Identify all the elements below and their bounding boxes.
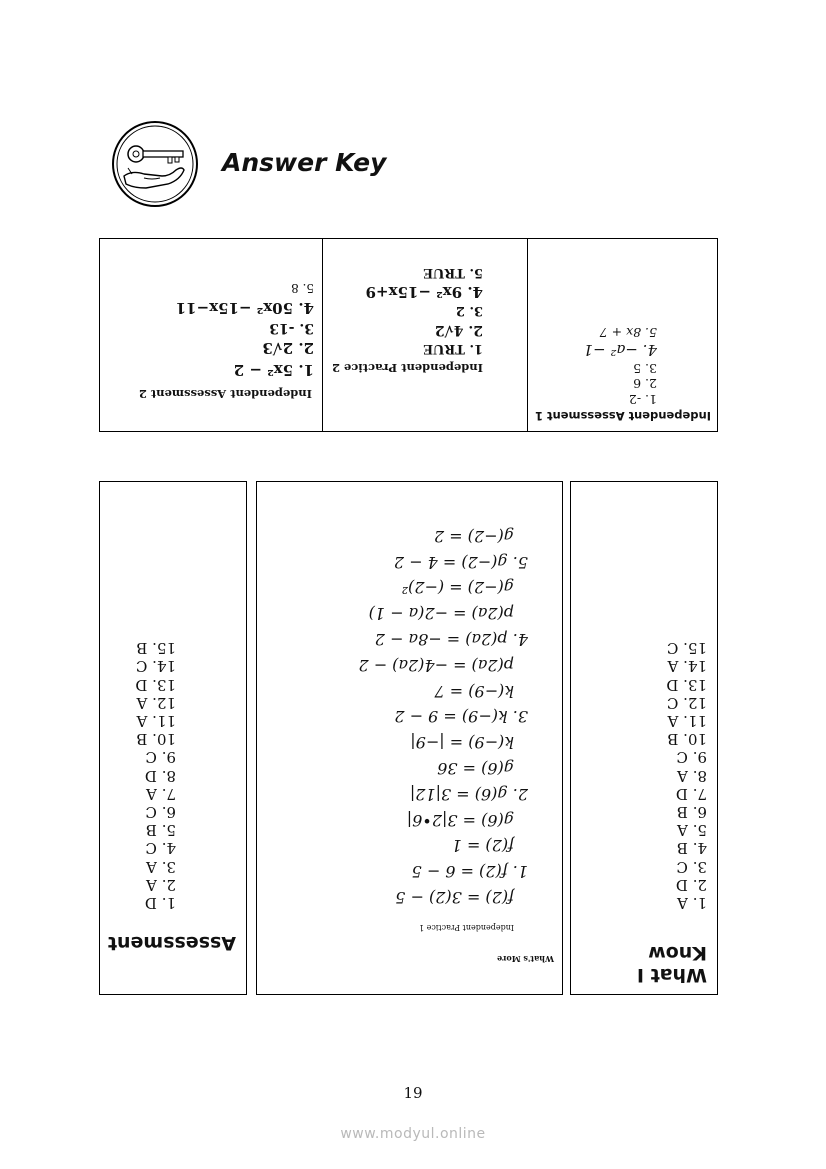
independent-assessment-2-cell	[100, 239, 322, 431]
assessment-2-heading: Independent Assessment 2	[138, 387, 312, 401]
solution-line: 3. k(−9) = 9 − 2	[394, 707, 528, 727]
solution-line: g(6) = 36	[437, 759, 514, 779]
solution-line: k(−9) = |−9|	[410, 733, 514, 753]
whats-more-content	[257, 482, 562, 994]
solution-line: 2. g(6) = 3|12|	[409, 784, 528, 804]
what-i-know-heading-line-2: Know	[648, 942, 707, 964]
assessment-content	[100, 482, 246, 994]
list-item: 5. B	[145, 821, 176, 840]
list-item: 2. A	[146, 875, 176, 894]
what-i-know-heading	[637, 942, 707, 986]
whats-more-heading: What's More	[497, 954, 554, 964]
list-item: 7. A	[146, 784, 176, 803]
page-number: 19	[403, 1084, 423, 1102]
list-item: 13. D	[666, 675, 707, 694]
list-item: 4. 50x² −15x−11	[175, 299, 314, 317]
list-item: 11. A	[667, 711, 707, 730]
assessment-list	[135, 639, 176, 912]
list-item: 3. 2	[455, 303, 483, 318]
solution-line: f(2) = 1	[451, 836, 514, 856]
list-item: 5. 8	[291, 281, 314, 295]
list-item: 10. B	[136, 730, 176, 749]
list-item: 9. C	[145, 748, 176, 767]
solution-line: g(−2) = 2	[433, 526, 514, 546]
list-item: 14. A	[667, 657, 707, 676]
assessment-1-list	[584, 325, 657, 407]
list-item: 1. TRUE	[423, 341, 483, 356]
solution-line: g(−2) = (−2)²	[401, 578, 514, 598]
list-item: 1. A	[677, 894, 707, 912]
solution-line: 5. g(−2) = 4 − 2	[393, 552, 528, 572]
key-hand-icon	[110, 118, 200, 210]
list-item: 14. C	[135, 657, 176, 676]
list-item: 6. B	[676, 802, 707, 821]
list-item: 15. B	[136, 639, 176, 658]
assessment-1-heading: Independent Assessment 1	[535, 409, 711, 423]
list-item: 5. TRUE	[423, 265, 483, 280]
solution-line: k(−9) = 7	[434, 681, 514, 701]
list-item: 3. 5	[633, 361, 657, 376]
list-item: 7. D	[675, 784, 707, 803]
whats-more-solutions	[358, 523, 528, 910]
solution-line: 4. p(2a) = −8a − 2	[374, 630, 528, 650]
list-item: 6. C	[145, 802, 176, 821]
practice-2-heading: Independent Practice 2	[331, 361, 483, 375]
list-item: 2. 2√3	[262, 339, 314, 357]
list-item: 3. A	[146, 857, 176, 876]
list-item: 12. C	[666, 693, 707, 712]
practice-2-list	[366, 264, 483, 357]
list-item: 12. A	[136, 693, 176, 712]
solution-line: f(2) = 3(2) − 5	[395, 888, 514, 907]
list-item: 11. A	[136, 711, 176, 730]
solution-line: p(2a) = −4(2a) − 2	[358, 655, 514, 675]
independent-practice-2-cell	[323, 239, 527, 431]
list-item: 2. 6	[633, 376, 657, 392]
list-item: 4. −a² −1	[583, 341, 657, 360]
list-item: 9. C	[676, 748, 707, 767]
what-i-know-heading-line-1: What I	[636, 964, 707, 986]
list-item: 13. D	[135, 675, 176, 694]
what-i-know-content	[571, 482, 717, 994]
list-item: 4. 9x² −15x+9	[365, 283, 483, 301]
list-item: 1. -2	[628, 392, 657, 407]
list-item: 2. 4√2	[434, 322, 483, 338]
list-item: 4. B	[676, 839, 707, 858]
answer-key-logo	[110, 118, 200, 210]
list-item: 4. C	[145, 839, 176, 858]
list-item: 8. D	[144, 766, 176, 785]
list-item: 2. D	[675, 875, 707, 894]
solution-line: p(2a) = −2(a − 1)	[368, 604, 514, 624]
list-item: 8. A	[677, 766, 707, 785]
list-item: 1. 5x² − 2	[233, 361, 314, 379]
solution-line: 1. f(2) = 6 − 5	[411, 862, 528, 882]
whats-more-subheading: Independent Practice 1	[418, 923, 514, 932]
list-item: 10. B	[667, 730, 707, 749]
list-item: 3. C	[676, 857, 707, 876]
list-item: 1. D	[144, 894, 176, 912]
page-title: Answer Key	[222, 148, 387, 177]
list-item: 15. C	[666, 639, 707, 658]
solution-line: g(6) = 3|2•6|	[406, 810, 514, 830]
watermark: www.modyul.online	[340, 1126, 486, 1142]
list-item: 5. A	[677, 821, 707, 840]
list-item: 5. 8x + 7	[599, 325, 657, 341]
assessment-heading: Assessment	[107, 932, 236, 954]
independent-assessment-1-cell	[528, 239, 717, 431]
list-item: 3. -13	[269, 320, 314, 336]
what-i-know-list	[666, 639, 707, 912]
assessment-2-list	[176, 278, 314, 381]
